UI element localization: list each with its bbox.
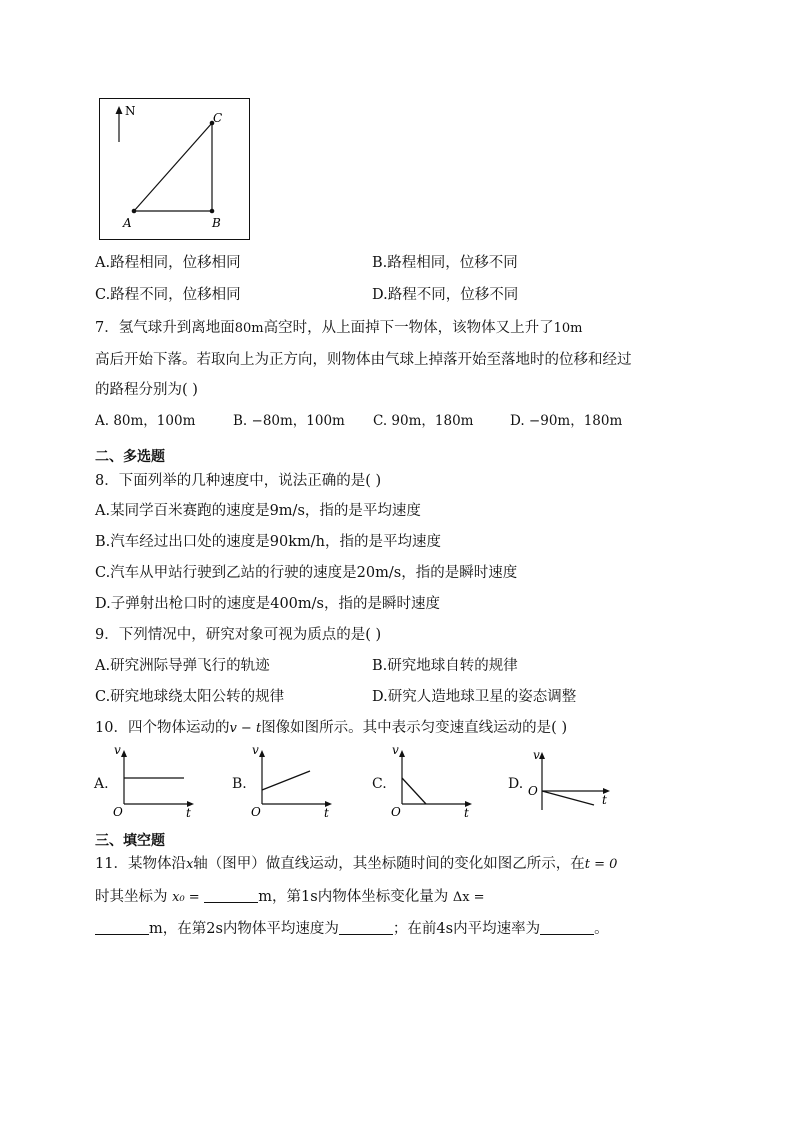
q6-figure — [99, 98, 251, 240]
point-b-label: B — [212, 216, 221, 230]
svg-text:v: v — [533, 748, 540, 762]
svg-text:O: O — [391, 805, 401, 819]
q11-blank-avg-velocity[interactable] — [339, 920, 393, 935]
north-label: N — [125, 104, 136, 118]
q6-diagram — [99, 98, 251, 240]
q11-stem-line2: 时其坐标为 x₀ = m，第1s内物体坐标变化量为 Δx = — [95, 889, 485, 905]
q8-stem: 8．下面列举的几种速度中，说法正确的是( ) — [95, 473, 382, 489]
svg-text:v: v — [114, 744, 121, 757]
q11-stem-line1: 11．某物体沿x轴（图甲）做直线运动，其坐标随时间的变化如图乙所示，在t = 0 — [95, 856, 618, 872]
svg-text:t: t — [464, 806, 469, 820]
q6-option-b[interactable]: B.路程相同，位移不同 — [372, 255, 518, 271]
point-c-label: C — [213, 111, 223, 125]
q6-option-a[interactable]: A.路程相同，位移相同 — [95, 255, 241, 271]
q6-options-row1 — [95, 253, 518, 273]
q11-stem-line3: m，在第2s内物体平均速度为 ；在前4s内平均速率为 。 — [95, 919, 609, 939]
svg-text:O: O — [251, 805, 261, 819]
svg-text:O: O — [113, 805, 123, 819]
q7-option-b[interactable]: B. −80m，100m — [233, 413, 345, 429]
q10-graph-a[interactable]: A. v t O — [94, 744, 204, 820]
q8-option-d[interactable]: D.子弹射出枪口时的速度是400m/s，指的是瞬时速度 — [95, 596, 440, 612]
q9-option-b[interactable]: B.研究地球自转的规律 — [372, 658, 518, 674]
q9-option-d[interactable]: D.研究人造地球卫星的姿态调整 — [372, 689, 577, 705]
q9-options-row1 — [95, 656, 518, 676]
q9-options-row2 — [95, 687, 577, 707]
svg-text:O: O — [528, 784, 538, 798]
svg-text:t: t — [186, 806, 191, 820]
section-fill-in-title: 三、填空题 — [95, 833, 165, 849]
q10-graph-c[interactable]: C. v t O — [372, 744, 482, 820]
q10-stem: 10．四个物体运动的v − t图像如图所示。其中表示匀变速直线运动的是( ) — [95, 720, 568, 736]
q6-options-row2 — [95, 285, 519, 305]
section-multiple-choice-title: 二、多选题 — [95, 449, 165, 465]
q6-option-c[interactable]: C.路程不同，位移相同 — [95, 287, 241, 303]
q8-option-a[interactable]: A.某同学百米赛跑的速度是9m/s，指的是平均速度 — [95, 503, 421, 519]
q7-stem-line1: 7．氢气球升到离地面80m高空时，从上面掉下一物体，该物体又上升了10m — [95, 320, 583, 336]
q8-option-c[interactable]: C.汽车从甲站行驶到乙站的行驶的速度是20m/s，指的是瞬时速度 — [95, 565, 518, 581]
q10-graph-d[interactable]: D. v t O — [508, 744, 618, 820]
q7-option-d[interactable]: D. −90m，180m — [510, 413, 623, 429]
q11-blank-avg-speed[interactable] — [540, 920, 594, 935]
q9-option-c[interactable]: C.研究地球绕太阳公转的规律 — [95, 689, 285, 705]
q6-option-d[interactable]: D.路程不同，位移不同 — [372, 287, 519, 303]
q7-option-c[interactable]: C. 90m，180m — [373, 413, 474, 429]
q11-blank-x0[interactable] — [204, 888, 258, 903]
svg-text:t: t — [602, 793, 607, 807]
svg-text:v: v — [252, 744, 259, 757]
q11-blank-dx[interactable] — [95, 920, 149, 935]
q9-option-a[interactable]: A.研究洲际导弹飞行的轨迹 — [95, 658, 270, 674]
q7-option-a[interactable]: A. 80m，100m — [95, 413, 196, 429]
q7-stem-line2: 高后开始下落。若取向上为正方向，则物体由气球上掉落开始至落地时的位移和经过 — [95, 352, 632, 368]
point-a-label: A — [123, 216, 132, 230]
svg-text:t: t — [324, 806, 329, 820]
q7-stem-line3: 的路程分别为( ) — [95, 382, 198, 398]
q10-graph-b[interactable]: B. v t O — [232, 744, 342, 820]
q8-option-b[interactable]: B.汽车经过出口处的速度是90km/h，指的是平均速度 — [95, 534, 441, 550]
svg-text:v: v — [392, 744, 399, 757]
q9-stem: 9．下列情况中，研究对象可视为质点的是( ) — [95, 627, 382, 643]
